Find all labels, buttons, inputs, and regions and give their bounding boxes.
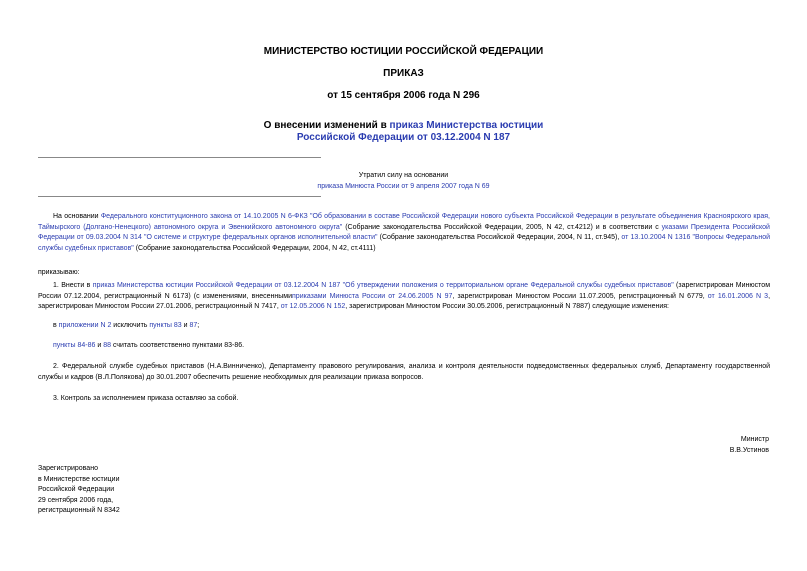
basis-text-1: На основании xyxy=(53,213,101,220)
sub1-text-1: в xyxy=(53,322,59,329)
item-1-paragraph xyxy=(38,281,770,313)
title-link-order-187[interactable]: приказ Министерства юстиции xyxy=(389,120,544,131)
item1-text-2: (зарегистрирован Минюстом России 07.12.2004, регистрационный N 6173) (с изменениями, внесенными xyxy=(38,282,771,300)
item1-link-order-3[interactable]: от 16.01.2006 N 3 xyxy=(707,292,769,300)
signature-name: В.В.Устинов xyxy=(729,446,769,454)
signature-block xyxy=(730,435,769,456)
divider-bottom xyxy=(38,196,321,197)
registration-line-2: в Министерстве юстиции xyxy=(38,475,120,483)
sub2-link-point-88[interactable]: 88 xyxy=(103,342,111,349)
sub1-link-point-83[interactable]: пункты 83 xyxy=(149,322,182,329)
doc-date-number: от 15 сентября 2006 года N 296 xyxy=(327,90,480,101)
registration-line-3: Российской Федерации xyxy=(38,486,115,493)
sub1-text-3: и xyxy=(181,322,190,329)
item1-text-3: , зарегистрирован Минюстом России 11.07.2005, регистрационный N 6779, xyxy=(452,292,708,300)
basis-link-decree-1316[interactable]: от 13.10.2004 N 1316 "Вопросы Федеральной службы судебных приставов" xyxy=(38,234,770,252)
sub-item-1 xyxy=(38,321,770,332)
repeal-note xyxy=(0,170,807,192)
ministry-heading: МИНИСТЕРСТВО ЮСТИЦИИ РОССИЙСКОЙ ФЕДЕРАЦИИ xyxy=(263,46,544,57)
basis-paragraph xyxy=(38,212,770,254)
item1-link-order-187[interactable]: приказ Министерства юстиции Российской Федерации от 03.12.2004 N 187 "Об утверждении положения о территориальном органе Федеральной службы судебных приставов" xyxy=(92,282,674,289)
basis-text-3: (Собрание законодательства Российской Федерации, 2004, N 11, ст.945), xyxy=(377,234,622,241)
sub2-link-points-84-86[interactable]: пункты 84-86 xyxy=(53,342,96,349)
sub1-link-point-87[interactable]: 87 xyxy=(189,322,198,329)
item1-link-order-97[interactable]: приказами Минюста России от 24.06.2005 N 97 xyxy=(292,292,453,300)
doc-title xyxy=(0,120,807,144)
registration-block xyxy=(38,464,120,517)
basis-link-law[interactable]: Федерального конституционного закона от 14.10.2005 N 6-ФКЗ "Об образовании в составе Российской Федерации нового субъекта Российской Федерации в результате объединения Красноярского края, Таймырского (Долгано-Ненецкого) автономного округа и Эвенкийского автономного округа" xyxy=(38,213,771,231)
divider-top xyxy=(38,157,321,158)
item1-text-1: 1. Внести в xyxy=(53,282,93,289)
sub2-text-2: считать соответственно пунктами 83-86. xyxy=(111,342,245,349)
basis-text-2: (Собрание законодательства Российской Федерации, 2005, N 42, ст.4212) и в соответствии с xyxy=(342,223,662,231)
repeal-link[interactable]: приказа Минюста России от 9 апреля 2007 года N 69 xyxy=(317,183,490,190)
signature-position: Министр xyxy=(740,436,769,443)
prikazyvayu: приказываю: xyxy=(38,269,80,276)
registration-line-4: 29 сентября 2006 года, xyxy=(38,496,114,504)
item-2-paragraph: 2. Федеральной службе судебных приставов (Н.А.Винниченко), Департаменту правового регулирования, анализа и контроля деятельности подведомственных федеральных служб, Департаменту государственной службы и кадров (В.Л.Полякова) до 30.01.2007 обеспечить решение необходимых для реализации приказа вопросов. xyxy=(38,363,770,381)
sub1-link-appendix-2[interactable]: приложении N 2 xyxy=(58,322,112,329)
sub2-text-1: и xyxy=(95,342,104,349)
basis-text-4: (Собрание законодательства Российской Федерации, 2004, N 42, ст.4111) xyxy=(133,244,376,252)
repeal-text: Утратил силу на основании xyxy=(358,172,449,179)
sub1-text-2: исключить xyxy=(111,322,150,329)
item-3-paragraph: 3. Контроль за исполнением приказа оставляю за собой. xyxy=(53,395,239,402)
title-link-order-187-date[interactable]: Российской Федерации от 03.12.2004 N 187 xyxy=(296,132,511,143)
item1-text-5: , зарегистрирован Минюстом России 30.05.2006, регистрационный N 7887) следующие изменения: xyxy=(345,303,670,310)
registration-line-1: Зарегистрировано xyxy=(38,465,98,472)
item1-text-4: , зарегистрирован Минюстом России 27.01.2006, регистрационный N 7417, xyxy=(38,292,771,310)
sub1-text-4: ; xyxy=(197,322,200,329)
doc-type-heading: ПРИКАЗ xyxy=(383,68,424,79)
basis-link-decree-314[interactable]: указами Президента Российской Федерации от 09.03.2004 N 314 "О системе и структуре федеральных органов исполнительной власти" xyxy=(38,223,770,241)
item1-link-order-152[interactable]: от 12.05.2006 N 152 xyxy=(280,303,346,310)
sub-item-2 xyxy=(38,341,770,352)
title-prefix: О внесении изменений в xyxy=(263,120,390,131)
registration-line-5: регистрационный N 8342 xyxy=(38,507,120,514)
